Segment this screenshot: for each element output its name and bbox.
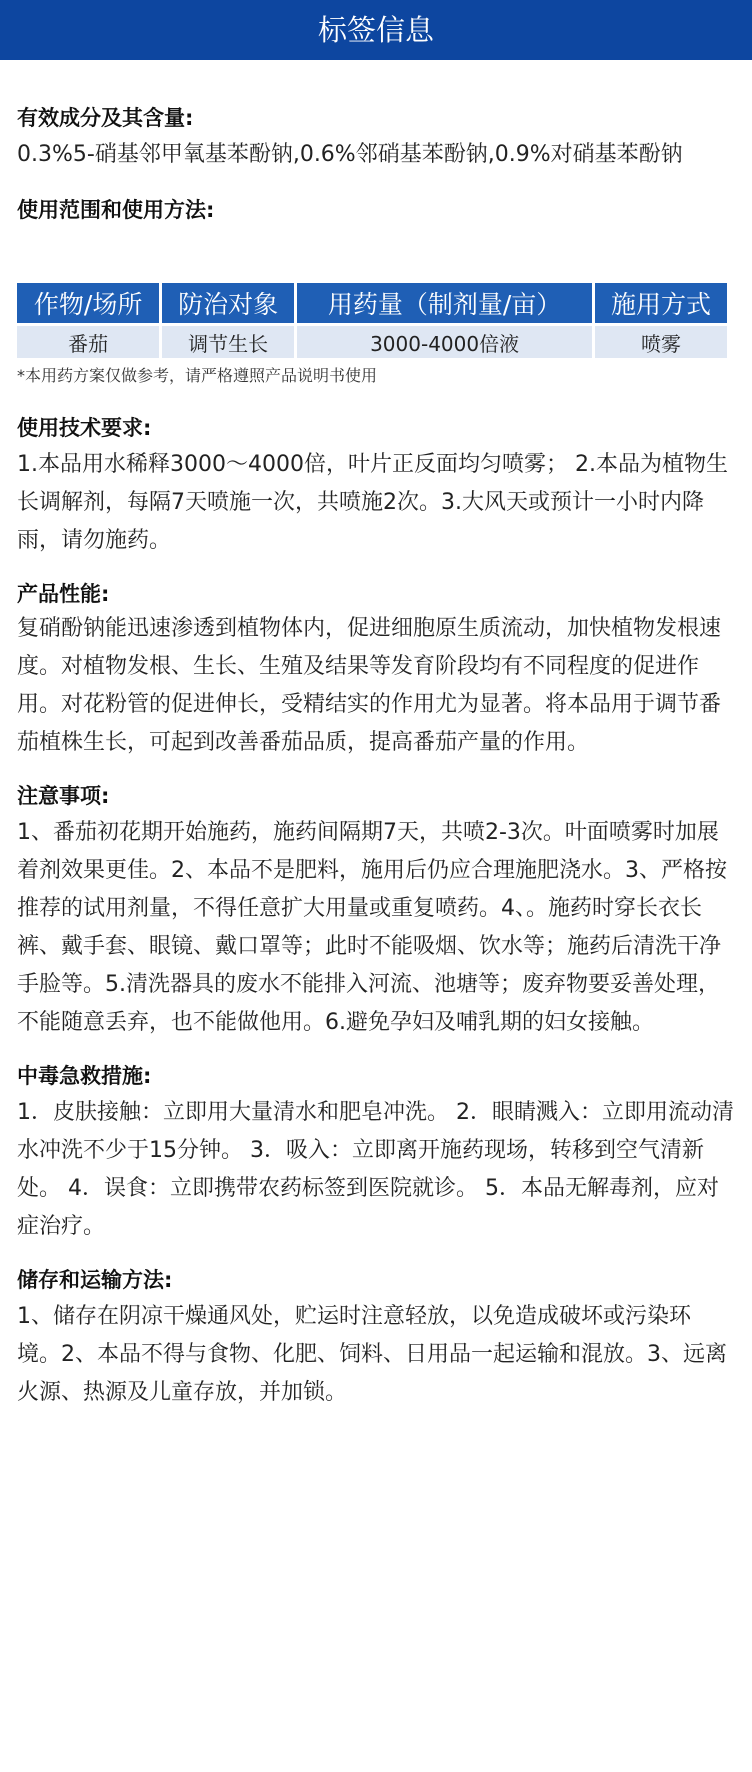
cell-dosage: 3000-4000倍液 bbox=[297, 326, 592, 358]
col-header-target: 防治对象 bbox=[162, 283, 294, 323]
tech-section bbox=[17, 414, 734, 560]
caution-section bbox=[17, 782, 734, 1042]
ingredients-heading: 有效成分及其含量: bbox=[17, 106, 194, 130]
storage-text: 1、储存在阴凉干燥通风处，贮运时注意轻放，以免造成破坏或污染环境。2、本品不得与食物、化肥、饲料、日用品一起运输和混放。3、远离火源、热源及儿童存放，并加锁。 bbox=[17, 1304, 727, 1405]
performance-section bbox=[17, 580, 734, 762]
firstaid-heading: 中毒急救措施: bbox=[17, 1064, 152, 1088]
performance-heading: 产品性能: bbox=[17, 582, 110, 606]
usage-table-header-row bbox=[17, 283, 727, 323]
storage-section bbox=[17, 1266, 734, 1412]
col-header-method: 施用方式 bbox=[595, 283, 727, 323]
cell-target: 调节生长 bbox=[162, 326, 294, 358]
label-content bbox=[0, 104, 752, 1412]
cell-method: 喷雾 bbox=[595, 326, 727, 358]
page-header bbox=[0, 0, 752, 60]
tech-text: 1.本品用水稀释3000～4000倍，叶片正反面均匀喷雾； 2.本品为植物生长调解剂，每隔7天喷施一次，共喷施2次。3.大风天或预计一小时内降雨，请勿施药。 bbox=[17, 452, 728, 553]
firstaid-text: 1．皮肤接触：立即用大量清水和肥皂冲洗。 2．眼睛溅入：立即用流动清水冲洗不少于15分钟。 3．吸入：立即离开施药现场，转移到空气清新处。 4．误食：立即携带农药标签到医院就诊。 5．本品无解毒剂，应对症治疗。 bbox=[17, 1100, 734, 1239]
page-title: 标签信息 bbox=[317, 13, 434, 47]
performance-text: 复硝酚钠能迅速渗透到植物体内，促进细胞原生质流动，加快植物发根速度。对植物发根、生长、生殖及结果等发育阶段均有不同程度的促进作用。对花粉管的促进伸长，受精结实的作用尤为显著。将本品用于调节番茄植株生长，可起到改善番茄品质，提高番茄产量的作用。 bbox=[17, 616, 722, 755]
usage-heading: 使用范围和使用方法: bbox=[17, 198, 215, 222]
col-header-dosage: 用药量（制剂量/亩） bbox=[297, 283, 592, 323]
cell-crop: 番茄 bbox=[17, 326, 159, 358]
storage-heading: 储存和运输方法: bbox=[17, 1268, 173, 1292]
caution-text: 1、番茄初花期开始施药，施药间隔期7天，共喷2-3次。叶面喷雾时加展着剂效果更佳。2、本品不是肥料，施用后仍应合理施肥浇水。3、严格按推荐的试用剂量，不得任意扩大用量或重复喷药。4、。施药时穿长衣长裤、戴手套、眼镜、戴口罩等；此时不能吸烟、饮水等；施药后清洗干净手脸等。5.清洗器具的废水不能排入河流、池塘等；废弃物要妥善处理，不能随意丢弃，也不能做他用。6.避免孕妇及哺乳期的妇女接触。 bbox=[17, 820, 727, 1035]
ingredients-section bbox=[17, 104, 734, 174]
usage-note: *本用药方案仅做参考，请严格遵照产品说明书使用 bbox=[17, 366, 378, 385]
firstaid-section bbox=[17, 1062, 734, 1246]
caution-heading: 注意事项: bbox=[17, 784, 110, 808]
usage-section bbox=[17, 196, 734, 388]
usage-table bbox=[14, 280, 730, 361]
ingredients-text: 0.3%5-硝基邻甲氧基苯酚钠,0.6%邻硝基苯酚钠,0.9%对硝基苯酚钠 bbox=[17, 142, 683, 167]
tech-heading: 使用技术要求: bbox=[17, 416, 152, 440]
col-header-crop: 作物/场所 bbox=[17, 283, 159, 323]
table-row bbox=[17, 326, 727, 358]
